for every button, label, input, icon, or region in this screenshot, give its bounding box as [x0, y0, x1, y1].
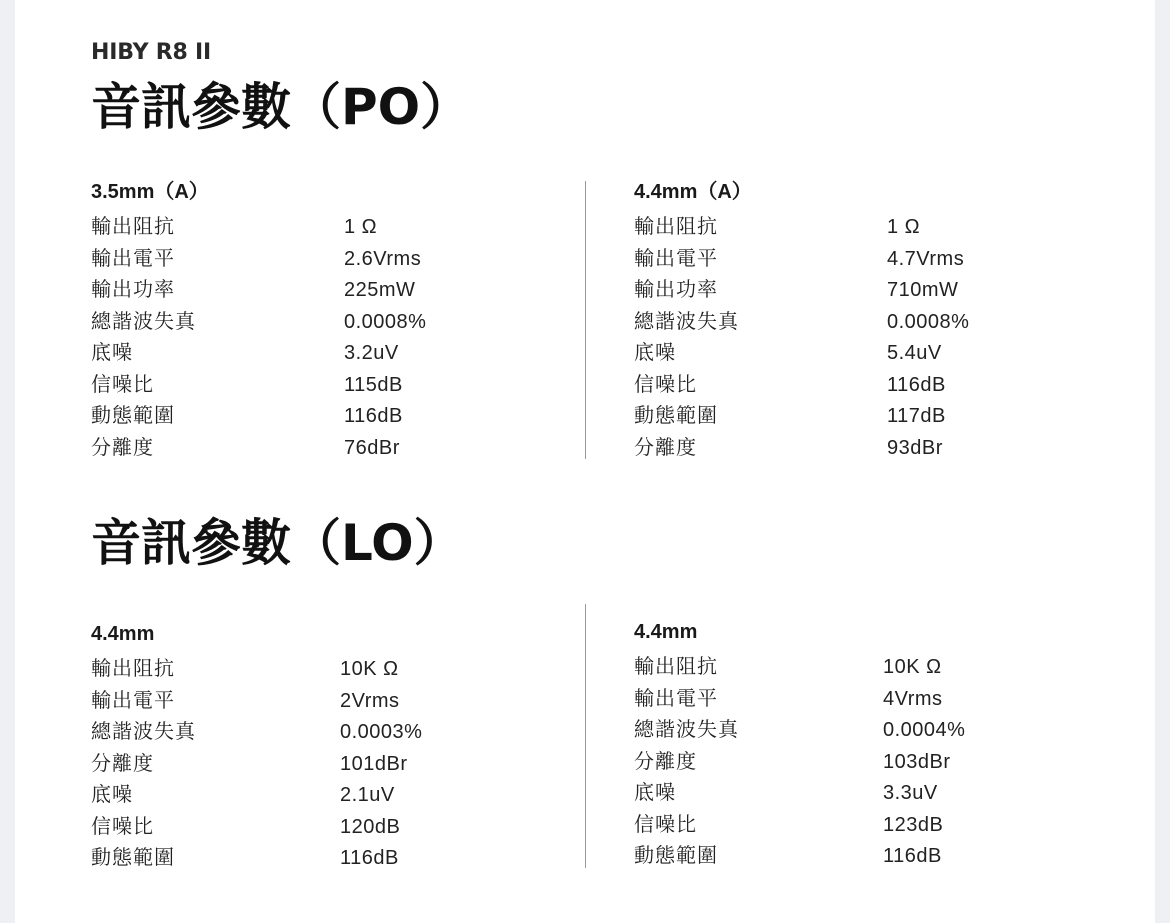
spec-row: [634, 370, 1074, 402]
spec-value: 2Vrms: [340, 689, 400, 712]
spec-row: [634, 433, 1074, 465]
spec-label: 動態範圍: [91, 847, 175, 869]
spec-value: 116dB: [883, 845, 942, 867]
spec-label: 輸出阻抗: [634, 216, 718, 238]
spec-value: 4.7Vrms: [887, 247, 965, 270]
spec-label: 動態範圍: [91, 405, 175, 427]
spec-label: 輸出阻抗: [91, 216, 175, 238]
spec-row: [91, 812, 531, 844]
spec-row: [634, 810, 1074, 842]
spec-label: 總諧波失真: [634, 310, 739, 333]
spec-label: 分離度: [91, 436, 154, 459]
spec-value: 93dBr: [887, 436, 943, 459]
spec-row: [91, 749, 531, 781]
spec-row: [634, 841, 1074, 873]
spec-row: [91, 212, 531, 244]
spec-value: 120dB: [340, 815, 401, 838]
spec-value: 10K Ω: [883, 656, 942, 678]
spec-row: [634, 747, 1074, 779]
spec-value: 0.0008%: [887, 310, 970, 333]
spec-value: 710mW: [887, 279, 959, 301]
spec-value: 10K Ω: [340, 658, 399, 680]
spec-row: [634, 715, 1074, 747]
spec-row: [91, 307, 531, 339]
spec-label: 信噪比: [91, 815, 154, 838]
column-divider: [585, 181, 586, 459]
spec-label: 輸出功率: [634, 279, 718, 301]
spec-sheet: [15, 0, 1155, 923]
spec-value: 225mW: [344, 279, 416, 301]
spec-value: 2.6Vrms: [344, 247, 422, 270]
section-title-po: 音訊參數（PO）: [91, 78, 471, 136]
column-divider: [585, 604, 586, 868]
spec-row: [634, 684, 1074, 716]
spec-row: [91, 686, 531, 718]
spec-value: 117dB: [887, 405, 946, 427]
spec-row: [91, 370, 531, 402]
spec-row: [91, 401, 531, 433]
spec-label: 分離度: [634, 750, 697, 773]
spec-label: 動態範圍: [634, 845, 718, 867]
spec-value: 116dB: [887, 373, 946, 396]
spec-value: 116dB: [340, 847, 399, 869]
spec-row: [91, 275, 531, 307]
spec-value: 101dBr: [340, 752, 408, 775]
spec-label: 底噪: [634, 782, 676, 804]
spec-label: 底噪: [91, 784, 133, 806]
spec-column-heading: 4.4mm: [634, 621, 698, 643]
spec-label: 總諧波失真: [91, 721, 196, 743]
brand-label: HIBY R8 II: [91, 40, 212, 65]
spec-value: 76dBr: [344, 436, 400, 459]
spec-label: 底噪: [634, 342, 676, 364]
spec-label: 輸出功率: [91, 279, 175, 301]
spec-label: 輸出阻抗: [634, 656, 718, 678]
spec-value: 123dB: [883, 813, 944, 836]
spec-row: [634, 338, 1074, 370]
spec-row: [91, 717, 531, 749]
spec-row: [634, 778, 1074, 810]
spec-label: 輸出電平: [634, 247, 718, 270]
spec-row: [634, 244, 1074, 276]
spec-row: [634, 401, 1074, 433]
spec-column-lo-left: [91, 623, 531, 875]
spec-label: 信噪比: [634, 373, 697, 396]
spec-value: 3.3uV: [883, 782, 938, 804]
spec-label: 信噪比: [91, 373, 154, 396]
spec-label: 輸出電平: [91, 247, 175, 270]
spec-label: 動態範圍: [634, 405, 718, 427]
spec-column-heading: 3.5mm（A）: [91, 181, 209, 203]
spec-label: 輸出電平: [634, 687, 718, 710]
spec-label: 分離度: [634, 436, 697, 459]
spec-value: 3.2uV: [344, 342, 399, 364]
section-title-lo: 音訊參數（LO）: [91, 514, 464, 572]
spec-value: 103dBr: [883, 750, 951, 773]
spec-label: 輸出阻抗: [91, 658, 175, 680]
spec-row: [91, 780, 531, 812]
spec-value: 1 Ω: [344, 216, 378, 238]
spec-value: 0.0004%: [883, 719, 966, 741]
spec-value: 4Vrms: [883, 687, 943, 710]
spec-column-po-4.4mm: [634, 181, 1074, 464]
spec-value: 0.0008%: [344, 310, 427, 333]
spec-column-po-3.5mm: [91, 181, 531, 464]
spec-label: 底噪: [91, 342, 133, 364]
spec-row: [91, 654, 531, 686]
spec-row: [634, 275, 1074, 307]
spec-value: 2.1uV: [340, 784, 395, 806]
spec-row: [91, 433, 531, 465]
spec-row: [91, 338, 531, 370]
spec-label: 分離度: [91, 752, 154, 775]
spec-label: 信噪比: [634, 813, 697, 836]
spec-row: [634, 652, 1074, 684]
spec-row: [91, 843, 531, 875]
spec-label: 總諧波失真: [634, 719, 739, 741]
spec-column-heading: 4.4mm: [91, 623, 155, 645]
spec-label: 總諧波失真: [91, 310, 196, 333]
spec-row: [634, 212, 1074, 244]
spec-value: 5.4uV: [887, 342, 942, 364]
spec-label: 輸出電平: [91, 689, 175, 712]
spec-value: 116dB: [344, 405, 403, 427]
spec-column-heading: 4.4mm（A）: [634, 181, 752, 203]
spec-row: [91, 244, 531, 276]
spec-value: 0.0003%: [340, 721, 423, 743]
spec-value: 1 Ω: [887, 216, 921, 238]
spec-row: [634, 307, 1074, 339]
spec-column-lo-right: [634, 621, 1074, 873]
spec-value: 115dB: [344, 373, 403, 396]
